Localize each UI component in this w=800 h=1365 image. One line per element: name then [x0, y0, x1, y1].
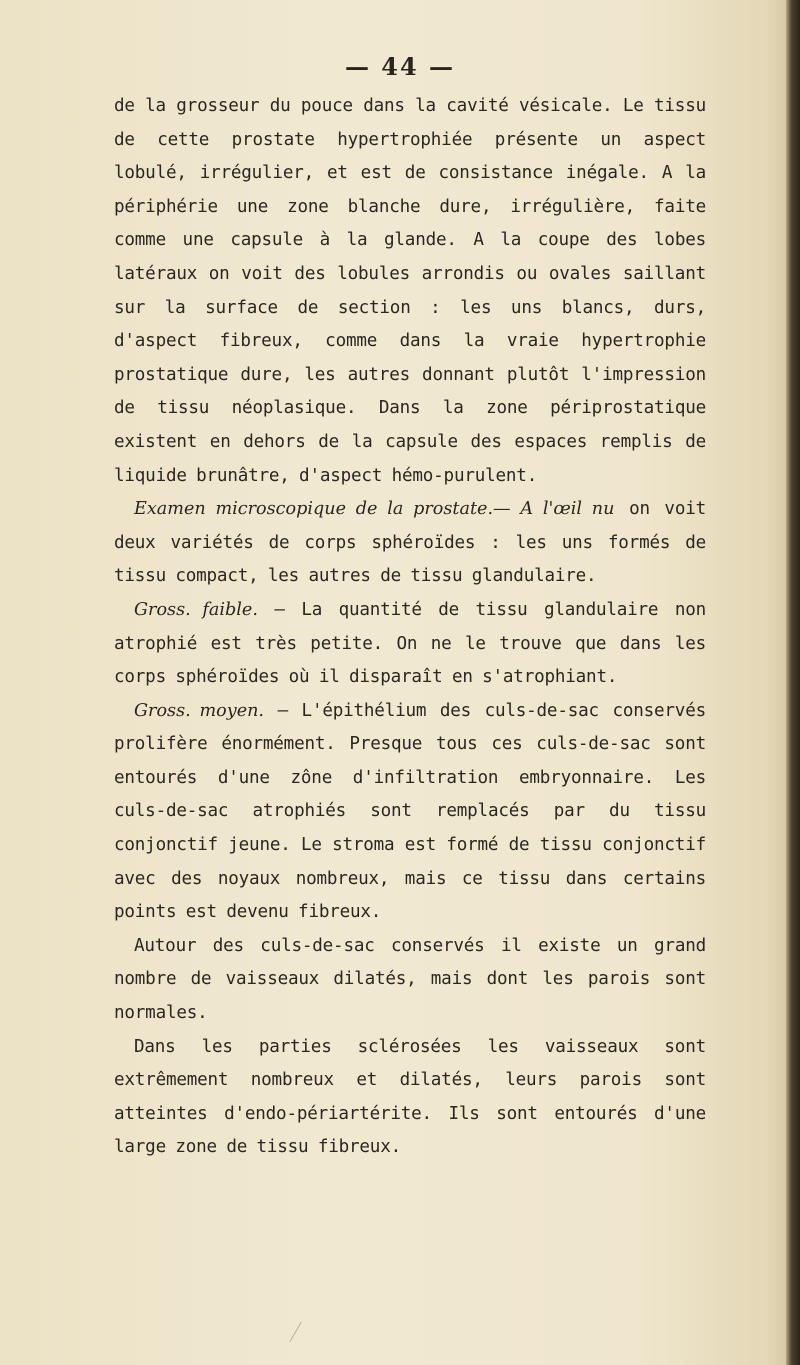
paragraph-text: on voit deux variétés de corps sphéroïdes : les uns formés de tissu compact, les autres de tissu glandulaire.: [114, 499, 706, 587]
paragraph-vessels: [114, 930, 706, 1031]
paragraph-text: — La quantité de tissu glandulaire non atrophié est très petite. On ne le trouve que dans les corps sphéroïdes où il disparaît en s'atrophiant.: [114, 599, 706, 688]
paragraph-gross-description: [114, 90, 706, 493]
section-heading: Gross. moyen.: [134, 700, 265, 721]
book-binding-edge: [786, 0, 800, 1365]
page-number: — 44 —: [344, 52, 456, 81]
ink-mark: [289, 1322, 314, 1342]
section-heading: Examen microscopique de la prostate.— A l'œil nu: [134, 499, 615, 520]
paragraph-text: Autour des culs-de-sac conservés il existe un grand nombre de vaisseaux dilatés, mais dont les parois sont normales.: [114, 935, 706, 1024]
paragraph-text: de la grosseur du pouce dans la cavité vésicale. Le tissu de cette prostate hypertrophiée présente un aspect lobulé, irrégulier, et est de consistance inégale. A la périphérie une zone blanche dure, irrégulière, faite comme une capsule à la glande. A la coupe des lobes latéraux on voit des lobules arrondis ou ovales saillant sur la surface de section : les uns blancs, durs, d'aspect fibreux, comme dans la vraie hypertrophie prostatique dure, les autres donnant plutôt l'impression de tissu néoplasique. Dans la zone périprostatique existent en dehors de la capsule des espaces remplis de liquide brunâtre, d'aspect hémo-purulent.: [114, 96, 706, 486]
paragraph-text: — L'épithélium des culs-de-sac conservés prolifère énormément. Presque tous ces culs-de-sac sont entourés d'une zône d'infiltration embryonnaire. Les culs-de-sac atrophiés sont remplacés par du tissu conjonctif jeune. Le stroma est formé de tissu conjonctif avec des noyaux nombreux, mais ce tissu dans certains points est devenu fibreux.: [114, 700, 706, 923]
paragraph-text: Dans les parties sclérosées les vaisseaux sont extrêmement nombreux et dilatés, leurs parois sont atteintes d'endo-périartérite. Ils sont entourés d'une large zone de tissu fibreux.: [114, 1036, 706, 1158]
body-text: [114, 90, 706, 1165]
paragraph-sclerosed-parts: [114, 1031, 706, 1165]
paragraph-medium-magnification: [114, 695, 706, 930]
paragraph-low-magnification: [114, 594, 706, 695]
section-heading: Gross. faible.: [134, 599, 258, 620]
paragraph-microscopic-exam: [114, 493, 706, 594]
